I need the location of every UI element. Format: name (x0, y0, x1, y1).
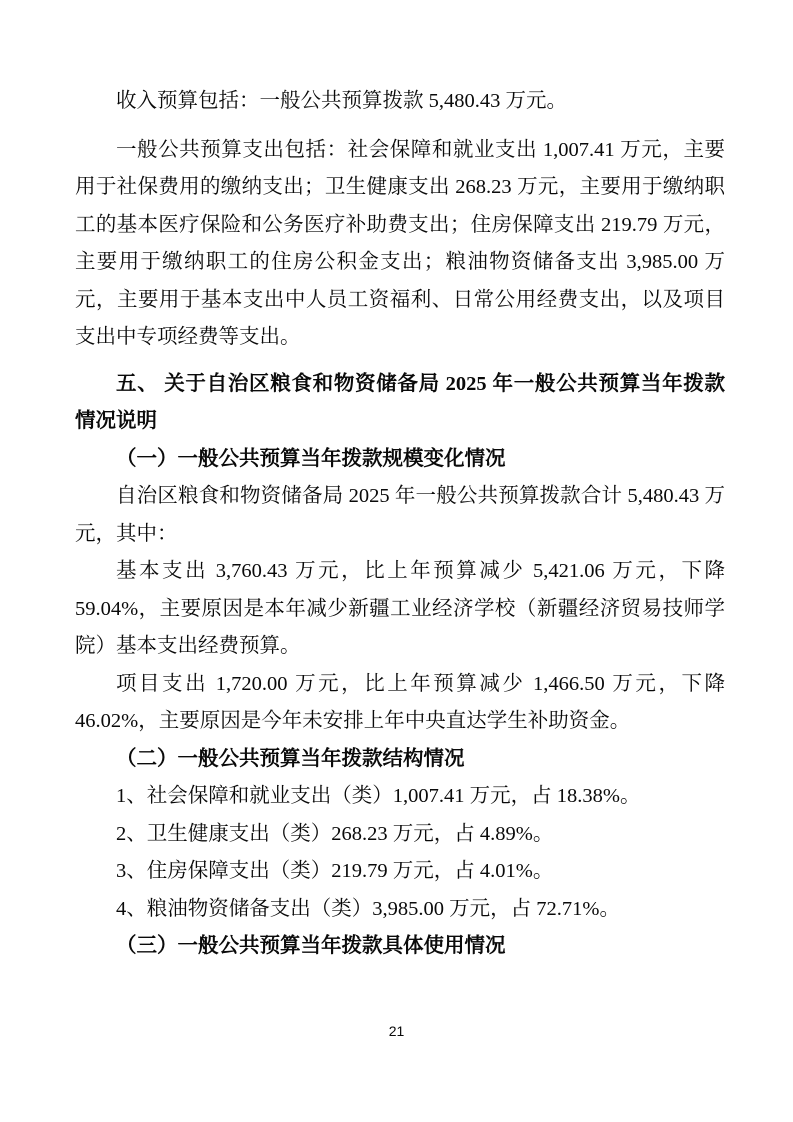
section-heading-five: 五、 关于自治区粮食和物资储备局 2025 年一般公共预算当年拨款情况说明 (75, 372, 725, 432)
list-item-social-security: 1、社会保障和就业支出（类）1,007.41 万元，占 18.38%。 (116, 785, 641, 807)
list-item-health: 2、卫生健康支出（类）268.23 万元，占 4.89%。 (116, 822, 554, 845)
list-item-grain-reserve: 4、粮油物资储备支出（类）3,985.00 万元，占 72.71%。 (116, 897, 620, 920)
subsection-heading-two: （二）一般公共预算当年拨款结构情况 (116, 747, 465, 770)
paragraph-expense-budget: 一般公共预算支出包括：社会保障和就业支出 1,007.41 万元，主要用于社保费用的缴纳支出；卫生健康支出 268.23 万元，主要用于缴纳职工的基本医疗保险和公务医疗补助费支出；住房保障支出 219.79 万元，主要用于缴纳职工的住房公积金支出；粮油物资储备支出 3,985.00 万元，主要用于基本支出中人员工资福利、日常公用经费支出，以及项目支出中专项经费等支出。 (75, 138, 725, 348)
list-item-housing: 3、住房保障支出（类）219.79 万元，占 4.01%。 (116, 860, 554, 882)
subsection-heading-three: （三）一般公共预算当年拨款具体使用情况 (116, 935, 506, 957)
subsection-heading-one: （一）一般公共预算当年拨款规模变化情况 (116, 447, 506, 470)
document-body (75, 83, 725, 966)
paragraph-project-expenditure: 项目支出 1,720.00 万元，比上年预算减少 1,466.50 万元，下降 46.02%，主要原因是今年未安排上年中央直达学生补助资金。 (75, 672, 725, 732)
page-number: 21 (388, 1023, 405, 1039)
paragraph-basic-expenditure: 基本支出 3,760.43 万元，比上年预算减少 5,421.06 万元，下降 59.04%，主要原因是本年减少新疆工业经济学校（新疆经济贸易技师学院）基本支出经费预算。 (75, 560, 725, 657)
paragraph-total-allocation: 自治区粮食和物资储备局 2025 年一般公共预算拨款合计 5,480.43 万元，其中： (75, 485, 725, 545)
paragraph-income-budget: 收入预算包括：一般公共预算拨款 5,480.43 万元。 (116, 90, 567, 112)
